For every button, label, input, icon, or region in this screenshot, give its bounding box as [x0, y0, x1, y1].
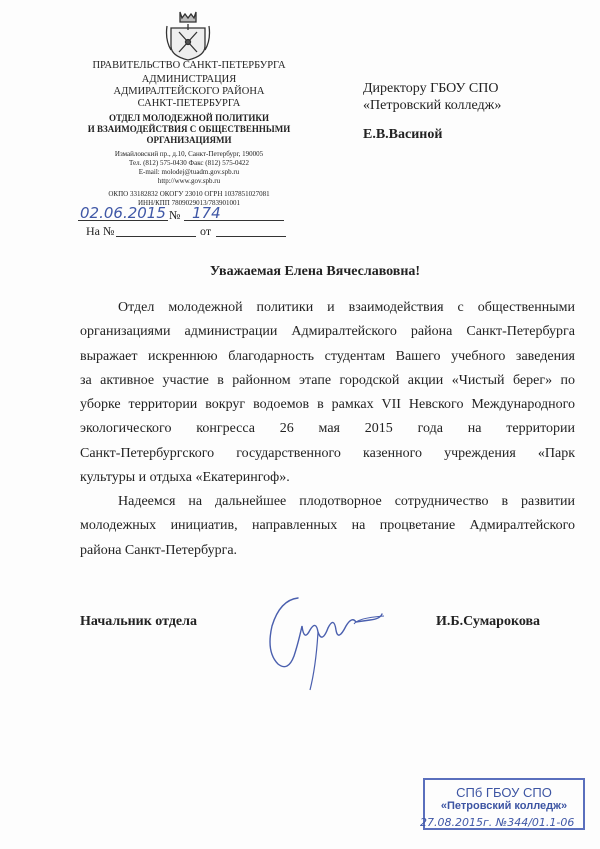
- body-line: уборке территории вокруг водоемов в рамках VII Невского Международного: [80, 397, 575, 413]
- registration-codes: ОКПО 33182832 ОКОГУ 23010 ОГРН 1037851027081: [108, 190, 270, 198]
- signatory-position: Начальник отдела: [80, 614, 197, 629]
- handwritten-signature-icon: [258, 586, 388, 696]
- phone: Тел. (812) 575-0430 Факс (812) 575-0422: [128, 159, 250, 167]
- body-line: Санкт-Петербургского государственного казенного учреждения «Парк: [80, 445, 575, 461]
- body-line: за активное участие в районном этапе городской акции «Чистый берег» по: [80, 372, 575, 388]
- body-line: Отдел молодежной политики и взаимодействия с общественными: [118, 300, 575, 315]
- dept-line-1: ОТДЕЛ МОЛОДЕЖНОЙ ПОЛИТИКИ: [109, 113, 269, 123]
- coat-of-arms-icon: [165, 6, 211, 61]
- from-line: [216, 236, 286, 237]
- recipient-line-1: Директору ГБОУ СПО: [363, 81, 499, 96]
- stamp-handwritten-number: 27.08.2015г. №344/01.1-06: [420, 816, 575, 829]
- body-paragraph-2: [80, 490, 575, 563]
- tax-codes: ИНН/КПП 7809029013/783901001: [137, 199, 241, 207]
- number-label: №: [169, 208, 181, 222]
- address: Измайловский пр., д.10, Санкт-Петербург, 190005: [114, 150, 264, 158]
- body-line: молодежных инициатив, направленных на процветание Адмиралтейского: [80, 518, 575, 534]
- body-line: культуры и отдыха «Екатерингоф».: [80, 470, 290, 486]
- from-label: от: [200, 224, 212, 238]
- body-line: Надеемся на дальнейшее плодотворное сотрудничество в развитии: [118, 494, 575, 509]
- dept-line-2: И ВЗАИМОДЕЙСТВИЯ С ОБЩЕСТВЕННЫМИ: [87, 124, 291, 134]
- signatory-name: И.Б.Сумарокова: [436, 614, 541, 629]
- body-line: организациями администрации Адмиралтейского района Санкт-Петербурга: [80, 324, 575, 340]
- admin-line-1: АДМИНИСТРАЦИЯ: [141, 74, 237, 85]
- reference-line: [116, 236, 196, 237]
- body-line: экологического конгресса 26 мая 2015 года на территории: [80, 421, 575, 437]
- reference-label: На №: [86, 224, 115, 238]
- salutation: Уважаемая Елена Вячеславовна!: [209, 264, 421, 279]
- recipient-name: Е.В.Васиной: [363, 127, 443, 142]
- body-paragraph-1: [80, 296, 575, 490]
- body-line: выражает искреннюю благодарность студентам Вашего учебного заведения: [80, 348, 575, 364]
- admin-line-3: САНКТ-ПЕТЕРБУРГА: [137, 98, 241, 109]
- stamp-line-1: СПб ГБОУ СПО: [456, 785, 552, 800]
- recipient-line-2: «Петровский колледж»: [363, 98, 502, 113]
- date-handwritten: 02.06.2015: [80, 204, 166, 222]
- number-handwritten: 174: [192, 204, 221, 222]
- website: http://www.gov.spb.ru: [157, 177, 221, 185]
- government-title: ПРАВИТЕЛЬСТВО САНКТ-ПЕТЕРБУРГА: [92, 60, 286, 71]
- stamp-line-2: «Петровский колледж»: [440, 800, 568, 812]
- admin-line-2: АДМИРАЛТЕЙСКОГО РАЙОНА: [113, 86, 265, 97]
- body-line: района Санкт-Петербурга.: [80, 542, 238, 558]
- dept-line-3: ОРГАНИЗАЦИЯМИ: [146, 135, 232, 145]
- email: E-mail: molodej@tuadm.gov.spb.ru: [138, 168, 240, 176]
